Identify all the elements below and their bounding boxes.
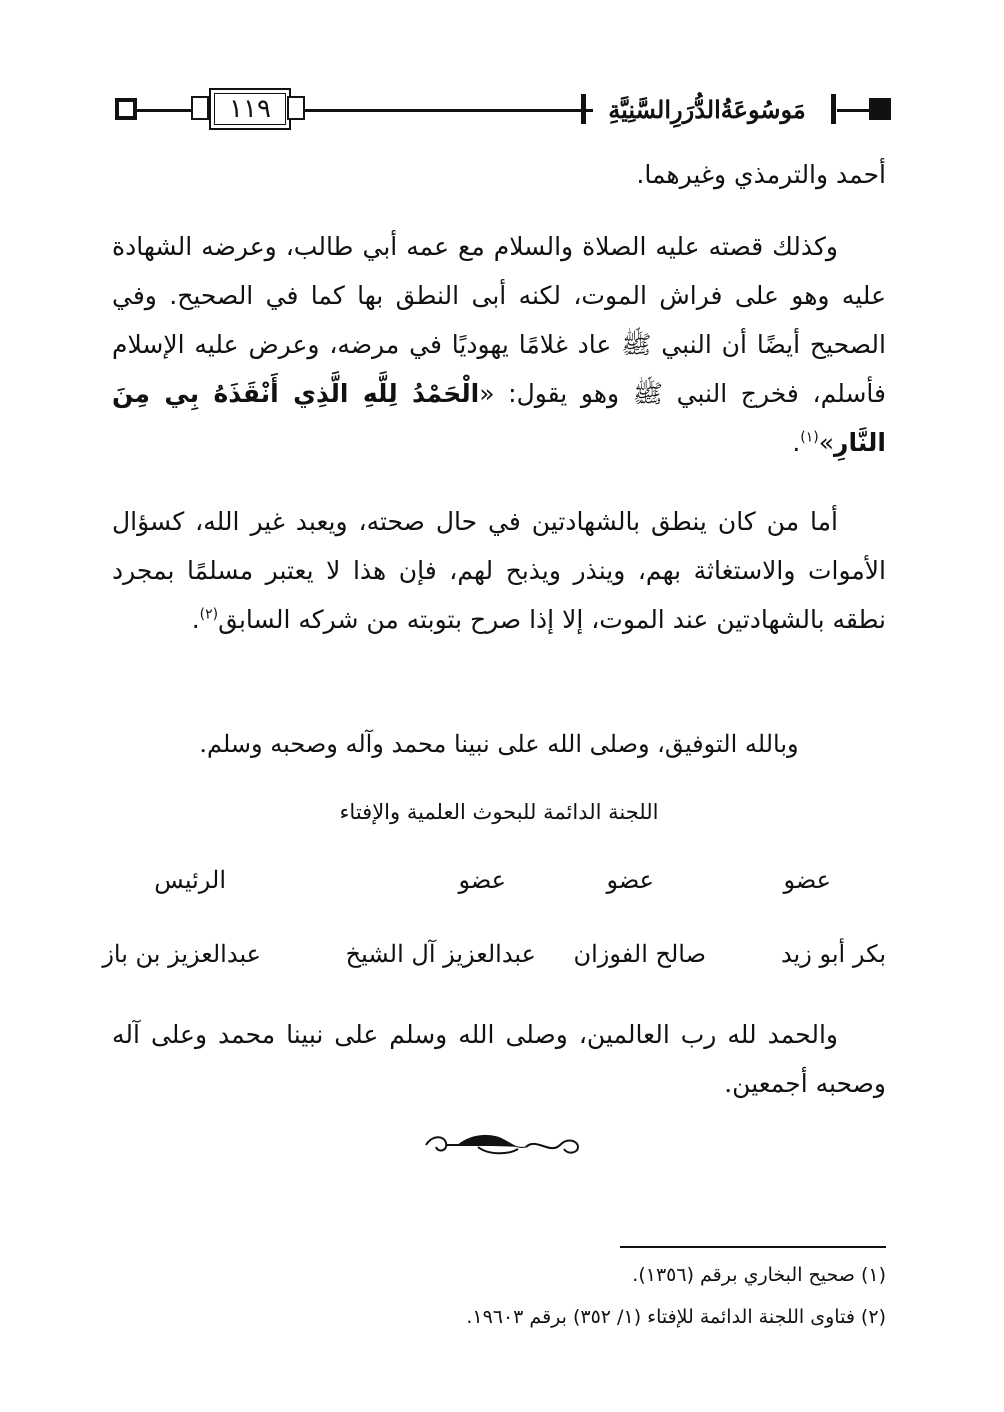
header-square-ornament-left bbox=[115, 98, 137, 120]
footnote-2: (٢) فتاوى اللجنة الدائمة للإفتاء (١/ ٣٥٢) برقم ١٩٦٠٣. bbox=[466, 1306, 886, 1328]
committee-name: اللجنة الدائمة للبحوث العلمية والإفتاء bbox=[339, 800, 659, 824]
paragraph-end-mark: . bbox=[191, 605, 200, 634]
header-rule-right bbox=[837, 109, 869, 112]
book-title: مَوسُوعَةُالدُّرَرِالسَّنِيَّةِ bbox=[608, 94, 806, 124]
decorative-flourish-icon bbox=[418, 1125, 588, 1165]
paragraph-3 bbox=[112, 497, 886, 644]
hadith-quote: الْحَمْدُ لِلَّهِ الَّذِي أَنْقَذَهُ بِي مِنَ النَّارِ bbox=[112, 379, 886, 457]
header-title-bar bbox=[831, 94, 836, 124]
final-paragraph bbox=[112, 1010, 886, 1108]
signatory-roles-row bbox=[112, 866, 886, 906]
paragraph-text bbox=[112, 497, 886, 644]
paragraph-end-mark: . bbox=[792, 428, 801, 457]
signatory-name: بكر أبو زيد bbox=[780, 940, 886, 968]
header-knot-ornament bbox=[287, 96, 305, 120]
paragraph-text: والحمد لله رب العالمين، وصلى الله وسلم على نبينا محمد وعلى آله وصحبه أجمعين. bbox=[112, 1020, 886, 1098]
signatory-role: عضو bbox=[783, 866, 831, 894]
paragraph-text bbox=[112, 222, 886, 467]
page-header bbox=[115, 86, 891, 134]
header-square-ornament-right bbox=[869, 98, 891, 120]
book-title-box bbox=[593, 86, 821, 132]
signatory-names-row bbox=[102, 940, 886, 980]
signatory-name: عبدالعزيز آل الشيخ bbox=[345, 940, 536, 968]
signatory-role: الرئيس bbox=[154, 866, 226, 894]
signatory-name: عبدالعزيز بن باز bbox=[102, 940, 261, 968]
header-rule-middle bbox=[305, 109, 593, 112]
footnote-ref-1[interactable]: (١) bbox=[800, 429, 819, 446]
paragraph-2 bbox=[112, 222, 886, 467]
paragraph-1 bbox=[112, 150, 886, 199]
quote-close-mark: » bbox=[818, 428, 835, 457]
signatory-role: عضو bbox=[606, 866, 654, 894]
paragraph-text-intro: وكذلك قصته عليه الصلاة والسلام مع عمه أبي طالب، وعرضه الشهادة عليه وهو على فراش الموت، لكنه أبى النطق بها كما في الصحيح. وفي الصحيح أيضًا أن النبي ﷺ عاد غلامًا يهوديًا في مرضه، وعرض عليه الإسلام فأسلم، فخرج النبي ﷺ وهو يقول: « bbox=[112, 232, 886, 408]
signatory-role: عضو bbox=[458, 866, 506, 894]
footnote-ref-2[interactable]: (٢) bbox=[199, 606, 219, 623]
header-knot-ornament bbox=[191, 96, 209, 120]
page-number-frame bbox=[209, 88, 291, 130]
page-number: ١١٩ bbox=[229, 94, 271, 124]
footnote-1: (١) صحيح البخاري برقم (١٣٥٦). bbox=[632, 1264, 886, 1286]
header-title-bar bbox=[581, 94, 586, 124]
signatory-name: صالح الفوزان bbox=[573, 940, 706, 968]
paragraph-text-main: أما من كان ينطق بالشهادتين في حال صحته، ويعبد غير الله، كسؤال الأموات والاستغاثة بهم، وينذر ويذبح لهم، فإن هذا لا يعتبر مسلمًا بمجرد نطقه بالشهادتين عند الموت، إلا إذا صرح بتوبته من شركه السابق bbox=[112, 507, 886, 634]
footnote-separator bbox=[620, 1246, 886, 1248]
paragraph-text: أحمد والترمذي وغيرهما. bbox=[636, 160, 886, 189]
closing-line: وبالله التوفيق، وصلى الله على نبينا محمد وآله وصحبه وسلم. bbox=[199, 730, 799, 758]
